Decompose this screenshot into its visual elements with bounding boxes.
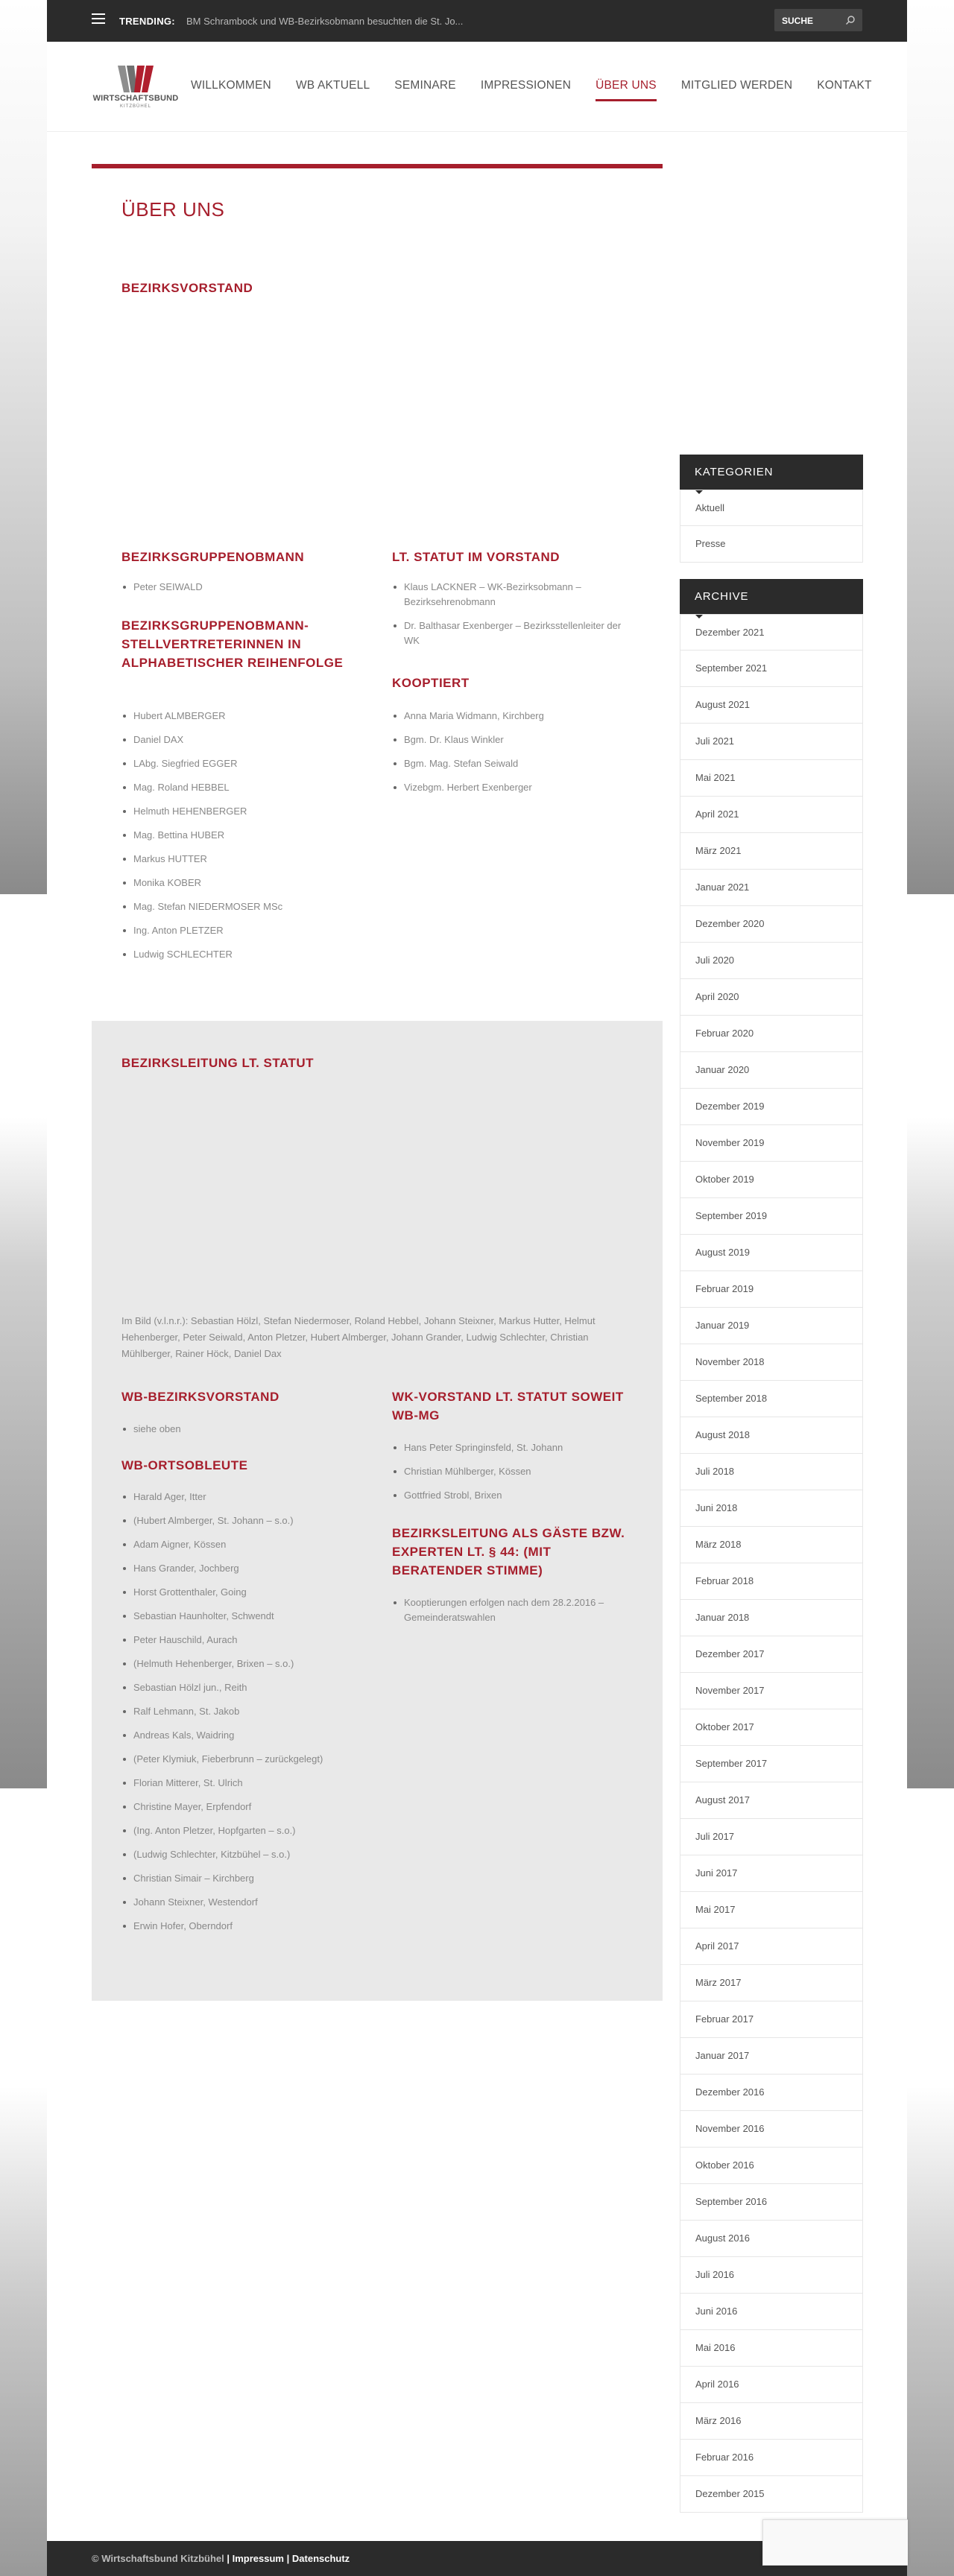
archive-link[interactable]: Juli 2018 [680,1454,863,1490]
footer-separator: | [286,2553,290,2564]
footer-impressum-link[interactable]: Impressum [232,2553,284,2564]
archive-link[interactable]: Juli 2017 [680,1819,863,1855]
list-wb-bezirksvorstand [121,1422,367,1446]
heading-gaeste-experten: BEZIRKSLEITUNG ALS GÄSTE BZW. EXPERTEN LT. § 44: (MIT BERATENDER STIMME) [392,1526,625,1577]
trending-link[interactable]: BM Schrambock und WB-Bezirksobmann besuchten die St. Jo... [186,16,464,27]
heading-wb-bezirksvorstand: WB-BEZIRKSVORSTAND [121,1390,279,1404]
list-item: (Hubert Almberger, St. Johann – s.o.) [121,1513,375,1528]
site-header [47,42,907,132]
list-item: Markus HUTTER [121,852,367,867]
archive-link[interactable]: Mai 2021 [680,760,863,797]
archive-link[interactable]: Oktober 2017 [680,1709,863,1746]
list-item: (Ludwig Schlechter, Kitzbühel – s.o.) [121,1847,375,1862]
list-item: Kooptierungen erfolgen nach dem 28.2.2016 – Gemeinderatswahlen [392,1595,623,1625]
archive-link[interactable]: April 2016 [680,2367,863,2403]
archive-link[interactable]: Februar 2019 [680,1271,863,1308]
list-item: Peter SEIWALD [121,580,367,595]
list-item: LAbg. Siegfried EGGER [121,756,367,771]
search-input[interactable] [780,13,843,28]
site-logo[interactable] [92,66,180,112]
search-icon[interactable] [845,15,856,25]
archive-link[interactable]: August 2018 [680,1417,863,1454]
heading-stellvertreter: BEZIRKSGRUPPENOBMANN-STELLVERTRETERINNEN IN ALPHABETISCHER REIHENFOLGE [121,618,344,670]
main-nav [191,79,872,101]
page-background-right [907,0,954,2576]
list-item: Helmuth HEHENBERGER [121,804,367,819]
list-item: Mag. Bettina HUBER [121,828,367,843]
archive-link[interactable]: März 2021 [680,833,863,870]
heading-bezirksvorstand: BEZIRKSVORSTAND [121,281,253,295]
heading-wb-ortsobleute: WB-ORTSOBLEUTE [121,1458,248,1472]
list-item: (Peter Klymiuk, Fieberbrunn – zurückgelegt) [121,1752,375,1767]
archive-link[interactable]: Dezember 2017 [680,1636,863,1673]
list-item: Hubert ALMBERGER [121,709,367,724]
nav-ueber-uns[interactable]: ÜBER UNS [596,79,657,101]
archive-link[interactable]: März 2016 [680,2403,863,2440]
archive-link[interactable]: Februar 2017 [680,2001,863,2038]
archive-link[interactable]: Juni 2016 [680,2294,863,2330]
archive-link[interactable]: August 2016 [680,2221,863,2257]
archive-link[interactable]: März 2018 [680,1527,863,1563]
logo-subtitle: KITZBÜHEL [119,104,151,109]
heading-bezirksgruppenobmann: BEZIRKSGRUPPENOBMANN [121,550,305,564]
list-item: (Ing. Anton Pletzer, Hopfgarten – s.o.) [121,1823,375,1838]
list-item: Ing. Anton PLETZER [121,923,367,938]
archive-link[interactable]: Oktober 2019 [680,1162,863,1198]
archive-link[interactable]: Juni 2018 [680,1490,863,1527]
archive-link[interactable]: Dezember 2020 [680,906,863,943]
list-item: Christian Mühlberger, Kössen [392,1464,623,1479]
list-item: Vizebgm. Herbert Exenberger [392,780,623,795]
list-item: (Helmuth Hehenberger, Brixen – s.o.) [121,1656,375,1671]
archive-link[interactable]: Februar 2018 [680,1563,863,1600]
archive-link[interactable]: Mai 2017 [680,1892,863,1928]
list-item: Bgm. Mag. Stefan Seiwald [392,756,623,771]
list-item: Klaus LACKNER – WK-Bezirksobmann – Bezirksehrenobmann [392,580,623,610]
archive-link[interactable]: Januar 2018 [680,1600,863,1636]
archive-link[interactable]: März 2017 [680,1965,863,2001]
category-link[interactable]: Aktuell [680,490,863,526]
footer-copyright: © Wirtschaftsbund Kitzbühel [92,2553,224,2564]
archive-link[interactable]: Dezember 2019 [680,1089,863,1125]
list-item: Dr. Balthasar Exenberger – Bezirksstellenleiter der WK [392,618,623,648]
footer-text [92,2553,350,2564]
archive-link[interactable]: September 2019 [680,1198,863,1235]
archive-link[interactable]: April 2021 [680,797,863,833]
list-item: Erwin Hofer, Oberndorf [121,1919,375,1934]
list-item: Mag. Stefan NIEDERMOSER MSc [121,899,367,914]
archive-link[interactable]: Dezember 2016 [680,2075,863,2111]
trending-label: TRENDING: [119,16,175,27]
archive-link[interactable]: September 2018 [680,1381,863,1417]
nav-wb-aktuell[interactable]: WB AKTUELL [295,79,370,92]
category-link[interactable]: Presse [680,526,863,563]
list-item: Florian Mitterer, St. Ulrich [121,1776,375,1791]
footer-datenschutz-link[interactable]: Datenschutz [291,2553,350,2564]
archive-link[interactable]: November 2017 [680,1673,863,1709]
list-item: Hans Peter Springinsfeld, St. Johann [392,1440,623,1455]
photo-caption: Im Bild (v.l.n.r.): Sebastian Hölzl, Stefan Niedermoser, Roland Hebbel, Johann Steixner, Markus Hutter, Helmut Hehenberger, Peter Seiwald, Anton Pletzer, Hubert Almberger, Johann Grander, Ludwig Schlechter, Christian Mühlberger, Rainer Höck, Daniel Dax [121,1315,596,1359]
archive-link[interactable]: Januar 2017 [680,2038,863,2075]
recaptcha-badge[interactable] [762,2519,908,2566]
archive-link[interactable]: September 2016 [680,2184,863,2221]
nav-impressionen[interactable]: IMPRESSIONEN [480,79,572,92]
list-wk-vorstand [392,1440,623,1512]
list-item: Hans Grander, Jochberg [121,1561,375,1576]
archive-link[interactable]: Dezember 2015 [680,2476,863,2513]
archive-link[interactable]: Juli 2016 [680,2257,863,2294]
heading-statut-vorstand: LT. STATUT IM VORSTAND [392,550,560,564]
archive-link[interactable]: Dezember 2021 [680,614,863,651]
archive-link[interactable]: Juli 2020 [680,943,863,979]
list-item: Horst Grottenthaler, Going [121,1585,375,1600]
search-box [774,9,862,31]
page-background-left [0,0,47,2576]
kategorien-list [680,490,863,563]
footer-separator: | [227,2553,230,2564]
archive-link[interactable]: November 2016 [680,2111,863,2148]
archive-widget-title: ARCHIVE [680,579,863,614]
archive-link[interactable]: November 2019 [680,1125,863,1162]
list-item: siehe oben [121,1422,367,1437]
archive-link[interactable]: Januar 2020 [680,1052,863,1089]
menu-icon[interactable] [92,13,105,24]
heading-bezirksleitung: BEZIRKSLEITUNG LT. STATUT [121,1056,315,1070]
archive-link[interactable]: Februar 2020 [680,1016,863,1052]
list-item: Anna Maria Widmann, Kirchberg [392,709,623,724]
list-kooptiert [392,709,623,804]
kategorien-widget-title: KATEGORIEN [680,455,863,490]
list-stellvertreter [121,709,367,971]
archive-link[interactable]: August 2021 [680,687,863,724]
archive-link[interactable]: Januar 2021 [680,870,863,906]
archive-list [680,614,863,2513]
archive-link[interactable]: August 2019 [680,1235,863,1271]
logo-name: WIRTSCHAFTSBUND [92,94,179,103]
list-item: Christian Simair – Kirchberg [121,1871,375,1886]
archive-link[interactable]: September 2017 [680,1746,863,1782]
list-item: Mag. Roland HEBBEL [121,780,367,795]
archive-link[interactable]: September 2021 [680,651,863,687]
heading-wk-vorstand: WK-VORSTAND LT. STATUT SOWEIT WB-MG [392,1390,624,1423]
list-item: Sebastian Hölzl jun., Reith [121,1680,375,1695]
archive-link[interactable]: Februar 2016 [680,2440,863,2476]
archive-link[interactable]: April 2020 [680,979,863,1016]
heading-kooptiert: KOOPTIERT [392,676,470,690]
archive-link[interactable]: Mai 2016 [680,2330,863,2367]
list-item: Adam Aigner, Kössen [121,1537,375,1552]
list-statut-vorstand [392,580,623,657]
archive-link[interactable]: Januar 2019 [680,1308,863,1344]
archive-link[interactable]: Juni 2017 [680,1855,863,1892]
list-item: Christine Mayer, Erpfendorf [121,1800,375,1814]
list-item: Ludwig SCHLECHTER [121,947,367,962]
archive-link[interactable]: August 2017 [680,1782,863,1819]
archive-link[interactable]: November 2018 [680,1344,863,1381]
list-item: Bgm. Dr. Klaus Winkler [392,732,623,747]
top-bar [47,0,907,42]
page-title: ÜBER UNS [121,198,225,221]
list-item: Peter Hauschild, Aurach [121,1633,375,1648]
list-item: Andreas Kals, Waidring [121,1728,375,1743]
list-item: Daniel DAX [121,732,367,747]
nav-kontakt[interactable]: KONTAKT [817,79,872,92]
list-gaeste-experten [392,1595,623,1634]
list-item: Gottfried Strobl, Brixen [392,1488,623,1503]
list-item: Harald Ager, Itter [121,1490,375,1504]
list-item: Johann Steixner, Westendorf [121,1895,375,1910]
nav-willkommen[interactable]: WILLKOMMEN [191,79,271,92]
nav-mitglied-werden[interactable]: MITGLIED WERDEN [680,79,793,92]
list-bezirksgruppenobmann [121,580,367,604]
page-wrapper [47,0,907,2576]
logo-mark-icon [118,66,154,92]
content-top-rule [92,164,663,168]
list-wb-ortsobleute [121,1490,375,1943]
archive-link[interactable]: Juli 2021 [680,724,863,760]
nav-seminare[interactable]: SEMINARE [394,79,456,92]
list-item: Sebastian Haunholter, Schwendt [121,1609,375,1624]
archive-link[interactable]: Oktober 2016 [680,2148,863,2184]
archive-link[interactable]: April 2017 [680,1928,863,1965]
list-item: Monika KOBER [121,876,367,890]
list-item: Ralf Lehmann, St. Jakob [121,1704,375,1719]
